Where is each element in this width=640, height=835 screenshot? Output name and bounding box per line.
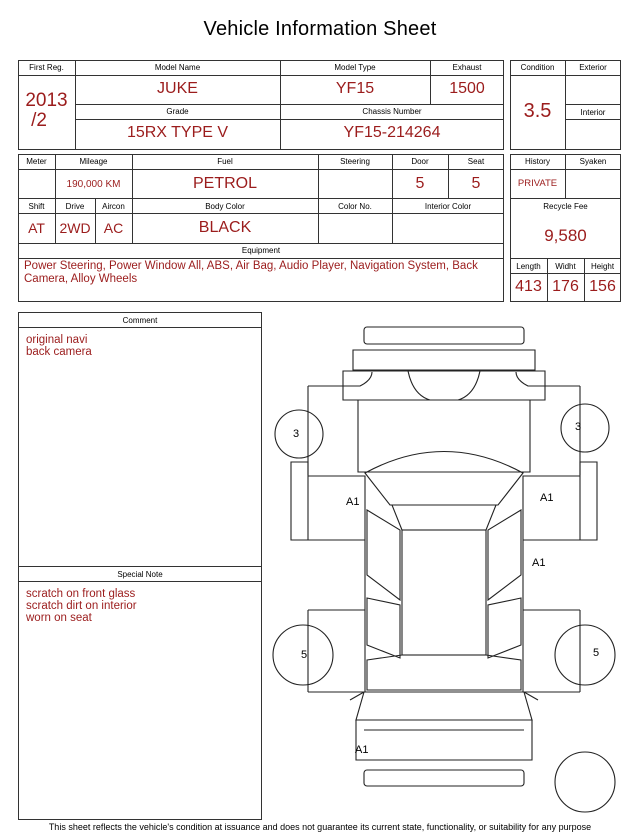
vehicle-damage-diagram	[268, 318, 634, 818]
model-name-label: Model Name	[154, 63, 201, 72]
recycle-value: 9,580	[544, 226, 587, 245]
damage-front-right-tire: 3	[575, 421, 582, 433]
door-label: Door	[411, 157, 429, 166]
rear-window	[367, 655, 521, 690]
mileage-value: 190,000 KM	[66, 179, 121, 190]
shift-label: Shift	[28, 202, 45, 211]
equipment-label: Equipment	[241, 246, 281, 255]
spare-tire	[555, 752, 615, 812]
chassis-label: Chassis Number	[362, 107, 422, 116]
chassis-value: YF15-214264	[343, 124, 441, 141]
exterior-label: Exterior	[579, 63, 607, 72]
comment-line-1: original navi	[26, 334, 88, 346]
first-reg-year: 2013	[25, 90, 68, 111]
comment-line-2: back camera	[26, 346, 92, 358]
length-label: Length	[516, 262, 541, 271]
shift-value: AT	[28, 220, 45, 236]
front-right-tire	[561, 404, 609, 452]
left-front-fender	[308, 372, 372, 386]
body-color-label: Body Color	[205, 202, 245, 211]
roof	[402, 530, 486, 655]
interior-color-label: Interior Color	[424, 202, 472, 211]
damage-right-front-door: A1	[540, 492, 554, 504]
damage-rear-right-tire: 5	[593, 647, 600, 659]
width-value: 176	[552, 278, 579, 295]
front-panel	[353, 350, 535, 370]
syaken-label: Syaken	[579, 157, 607, 166]
special-note-line-3: worn on seat	[26, 612, 92, 624]
damage-rear-left-tire: 5	[301, 649, 308, 661]
interior-label: Interior	[580, 108, 606, 117]
condition-label: Condition	[520, 63, 555, 72]
exhaust-value: 1500	[449, 80, 485, 97]
rear-right-tire	[555, 625, 615, 685]
right-mirror	[580, 462, 597, 540]
width-label: Widht	[555, 262, 576, 271]
drive-label: Drive	[65, 202, 85, 211]
footer-disclaimer: This sheet reflects the vehicle's condition at issuance and does not guarantee its current state, functionality, or suitability for any purpose	[48, 822, 592, 832]
history-label: History	[525, 157, 550, 166]
right-front-fender	[516, 372, 580, 386]
first-reg-month: /2	[31, 110, 47, 131]
height-label: Height	[590, 262, 615, 271]
page-title: Vehicle Information Sheet	[203, 18, 437, 40]
drive-value: 2WD	[59, 220, 91, 236]
damage-front-left-tire: 3	[293, 428, 300, 440]
special-note-line-1: scratch on front glass	[26, 588, 136, 600]
damage-rear-bumper: A1	[355, 744, 369, 756]
seat-label: Seat	[467, 157, 485, 166]
trunk	[356, 692, 532, 720]
seat-value: 5	[471, 175, 481, 192]
windshield	[365, 452, 523, 506]
grade-value: 15RX TYPE V	[126, 124, 229, 141]
model-type-label: Model Type	[334, 63, 376, 72]
comment-label: Comment	[122, 316, 158, 325]
height-value: 156	[589, 278, 616, 295]
rear-bumper	[364, 770, 524, 786]
model-name-value: JUKE	[157, 80, 198, 97]
steering-label: Steering	[340, 157, 370, 166]
fuel-label: Fuel	[217, 157, 233, 166]
front-bumper	[364, 327, 524, 344]
equipment-value: Power Steering, Power Window All, ABS, Air Bag, Audio Player, Navigation System, Back Camera, Alloy Wheels	[24, 260, 478, 285]
meter-label: Meter	[26, 157, 47, 166]
length-value: 413	[515, 278, 542, 295]
history-value: PRIVATE	[517, 178, 558, 189]
damage-left-front-door: A1	[346, 496, 360, 508]
door-value: 5	[415, 175, 425, 192]
aircon-label: Aircon	[102, 202, 125, 211]
recycle-label: Recycle Fee	[543, 202, 588, 211]
aircon-value: AC	[103, 220, 124, 236]
hood	[343, 371, 545, 400]
color-no-label: Color No.	[338, 202, 372, 211]
special-note-line-2: scratch dirt on interior	[26, 600, 137, 612]
special-note-label: Special Note	[117, 570, 163, 579]
condition-value: 3.5	[523, 100, 552, 122]
fuel-value: PETROL	[192, 175, 257, 192]
damage-right-rear-door: A1	[532, 557, 546, 569]
model-type-value: YF15	[335, 80, 375, 97]
exhaust-label: Exhaust	[452, 63, 482, 72]
mileage-label: Mileage	[79, 157, 108, 166]
grade-label: Grade	[166, 107, 189, 116]
left-mirror	[291, 462, 308, 540]
first-reg-label: First Reg.	[29, 63, 64, 72]
body-color-value: BLACK	[198, 219, 252, 236]
